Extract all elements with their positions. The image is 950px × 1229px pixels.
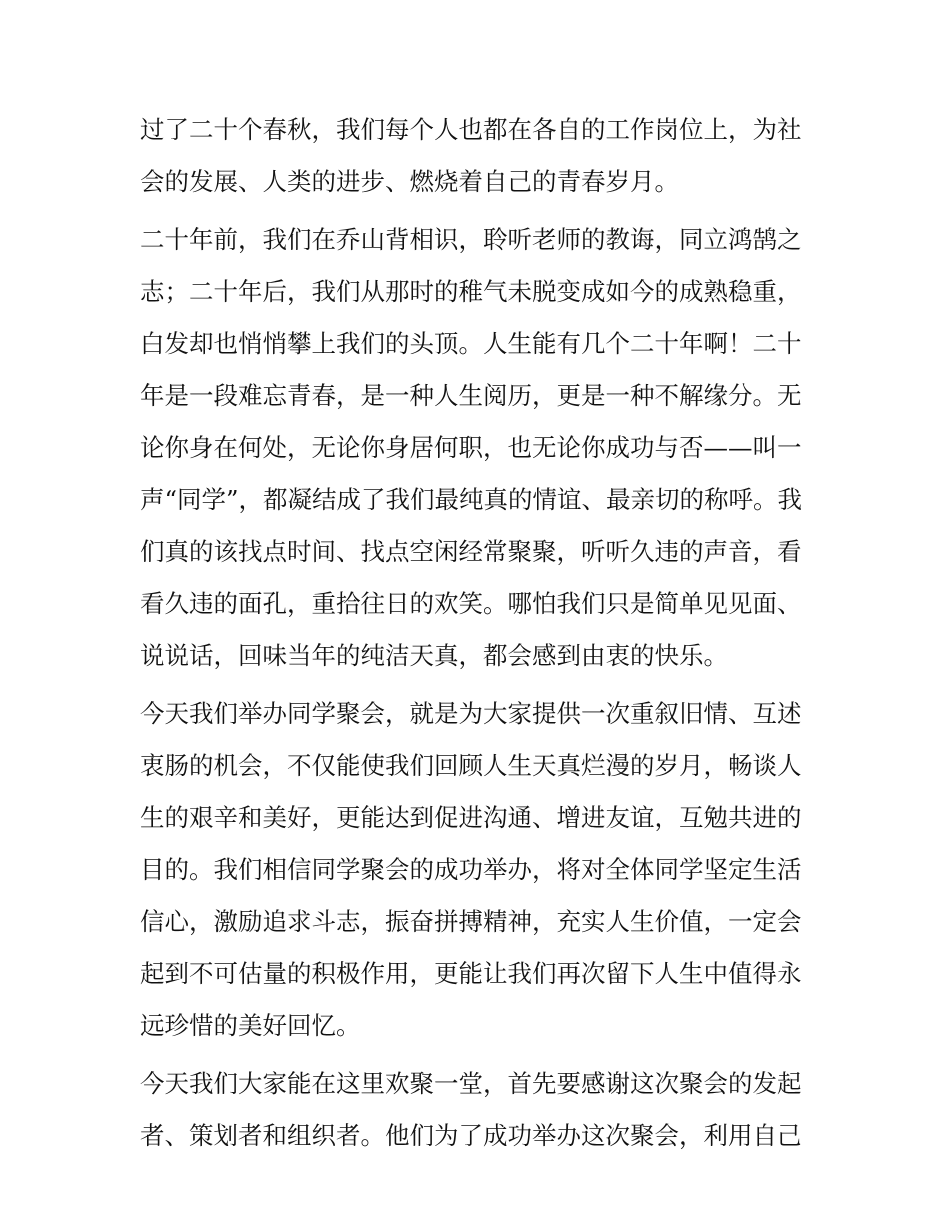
text-line: 信心，激励追求斗志，振奋拼搏精神，充实人生价值，一定会 xyxy=(140,907,802,936)
text-line: 者、策划者和组织者。他们为了成功举办这次聚会，利用自己 xyxy=(140,1121,802,1150)
text-line: 年是一段难忘青春，是一种人生阅历，更是一种不解缘分。无 xyxy=(140,381,802,410)
text-line: 看久违的面孔，重拾往日的欢笑。哪怕我们只是简单见见面、 xyxy=(140,589,802,618)
text-line: 志；二十年后，我们从那时的稚气未脱变成如今的成熟稳重， xyxy=(140,277,802,306)
paragraph-3 xyxy=(140,688,815,1052)
text-line: 起到不可估量的积极作用，更能让我们再次留下人生中值得永 xyxy=(140,959,802,988)
text-line: 生的艰辛和美好，更能达到促进沟通、增进友谊，互勉共进的 xyxy=(140,803,802,832)
text-line: 目的。我们相信同学聚会的成功举办，将对全体同学坚定生活 xyxy=(140,855,802,884)
text-line: 会的发展、人类的进步、燃烧着自己的青春岁月。 xyxy=(140,167,679,196)
paragraph-2 xyxy=(140,214,815,682)
text-line: 论你身在何处，无论你身居何职，也无论你成功与否——叫一 xyxy=(140,433,802,462)
text-line: 衷肠的机会，不仅能使我们回顾人生天真烂漫的岁月，畅谈人 xyxy=(140,751,802,780)
text-line: 声“同学”，都凝结成了我们最纯真的情谊、最亲切的称呼。我 xyxy=(140,485,803,514)
text-line: 过了二十个春秋，我们每个人也都在各自的工作岗位上，为社 xyxy=(140,115,802,144)
text-line: 们真的该找点时间、找点空闲经常聚聚，听听久违的声音，看 xyxy=(140,537,802,566)
text-line: 今天我们大家能在这里欢聚一堂，首先要感谢这次聚会的发起 xyxy=(140,1069,802,1098)
document-body xyxy=(140,104,815,1162)
text-line: 远珍惜的美好回忆。 xyxy=(140,1011,361,1040)
paragraph-4 xyxy=(140,1058,815,1162)
text-line: 白发却也悄悄攀上我们的头顶。人生能有几个二十年啊！二十 xyxy=(140,329,802,358)
paragraph-1 xyxy=(140,104,815,208)
text-line: 说说话，回味当年的纯洁天真，都会感到由衷的快乐。 xyxy=(140,641,728,670)
text-line: 今天我们举办同学聚会，就是为大家提供一次重叙旧情、互述 xyxy=(140,699,802,728)
text-line: 二十年前，我们在乔山背相识，聆听老师的教诲，同立鸿鹄之 xyxy=(140,225,802,254)
